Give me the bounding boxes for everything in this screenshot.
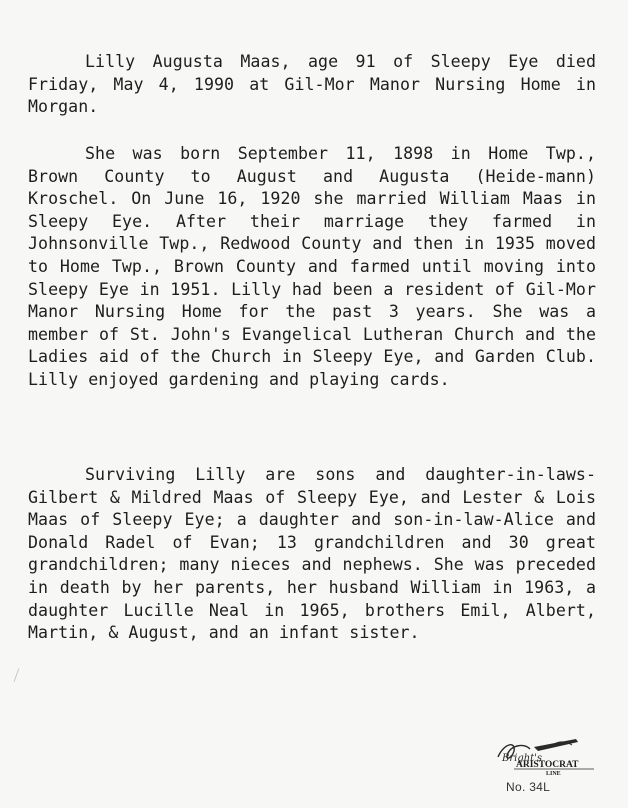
aristocrat-line-logo: [494, 735, 604, 781]
svg-text:ARISTOCRAT: ARISTOCRAT: [516, 760, 579, 770]
obituary-paragraph-death-notice: Lilly Augusta Maas, age 91 of Sleepy Eye died Friday, May 4, 1990 at Gil-Mor Manor Nursing Home in Morgan.: [28, 52, 596, 117]
obituary-paragraph-survivors: Surviving Lilly are sons and daughter-in-laws-Gilbert & Mildred Maas of Sleepy Eye, and Lester & Lois Maas of Sleepy Eye; a daughter and son-in-law-Alice and Donald Radel of Evan; 13 grandchildren and 30 great grandchildren; many nieces and nephews. She was preceded in death by her parents, her husband William in 1963, a daughter Lucille Neal in 1965, brothers Emil, Albert, Martin, & August, and an infant sister.: [28, 465, 596, 643]
stray-pencil-mark: [14, 668, 20, 681]
catalog-number: No. 34L: [506, 780, 551, 794]
obituary-paragraph-biography: She was born September 11, 1898 in Home Twp., Brown County to August and Augusta (Heide-mann) Kroschel. On June 16, 1920 she married William Maas in Sleepy Eye. After their marriage they farmed in Johnsonville Twp., Redwood County and then in 1935 moved to Home Twp., Brown County and farmed until moving into Sleepy Eye in 1951. Lilly had been a resident of Gil-Mor Manor Nursing Home for the past 3 years. She was a member of St. John's Evangelical Lutheran Church and the Ladies aid of the Church in Sleepy Eye, and Garden Club. Lilly enjoyed gardening and playing cards.: [28, 144, 596, 389]
svg-text:LINE: LINE: [546, 771, 561, 777]
svg-text:Bright's: Bright's: [502, 753, 543, 764]
